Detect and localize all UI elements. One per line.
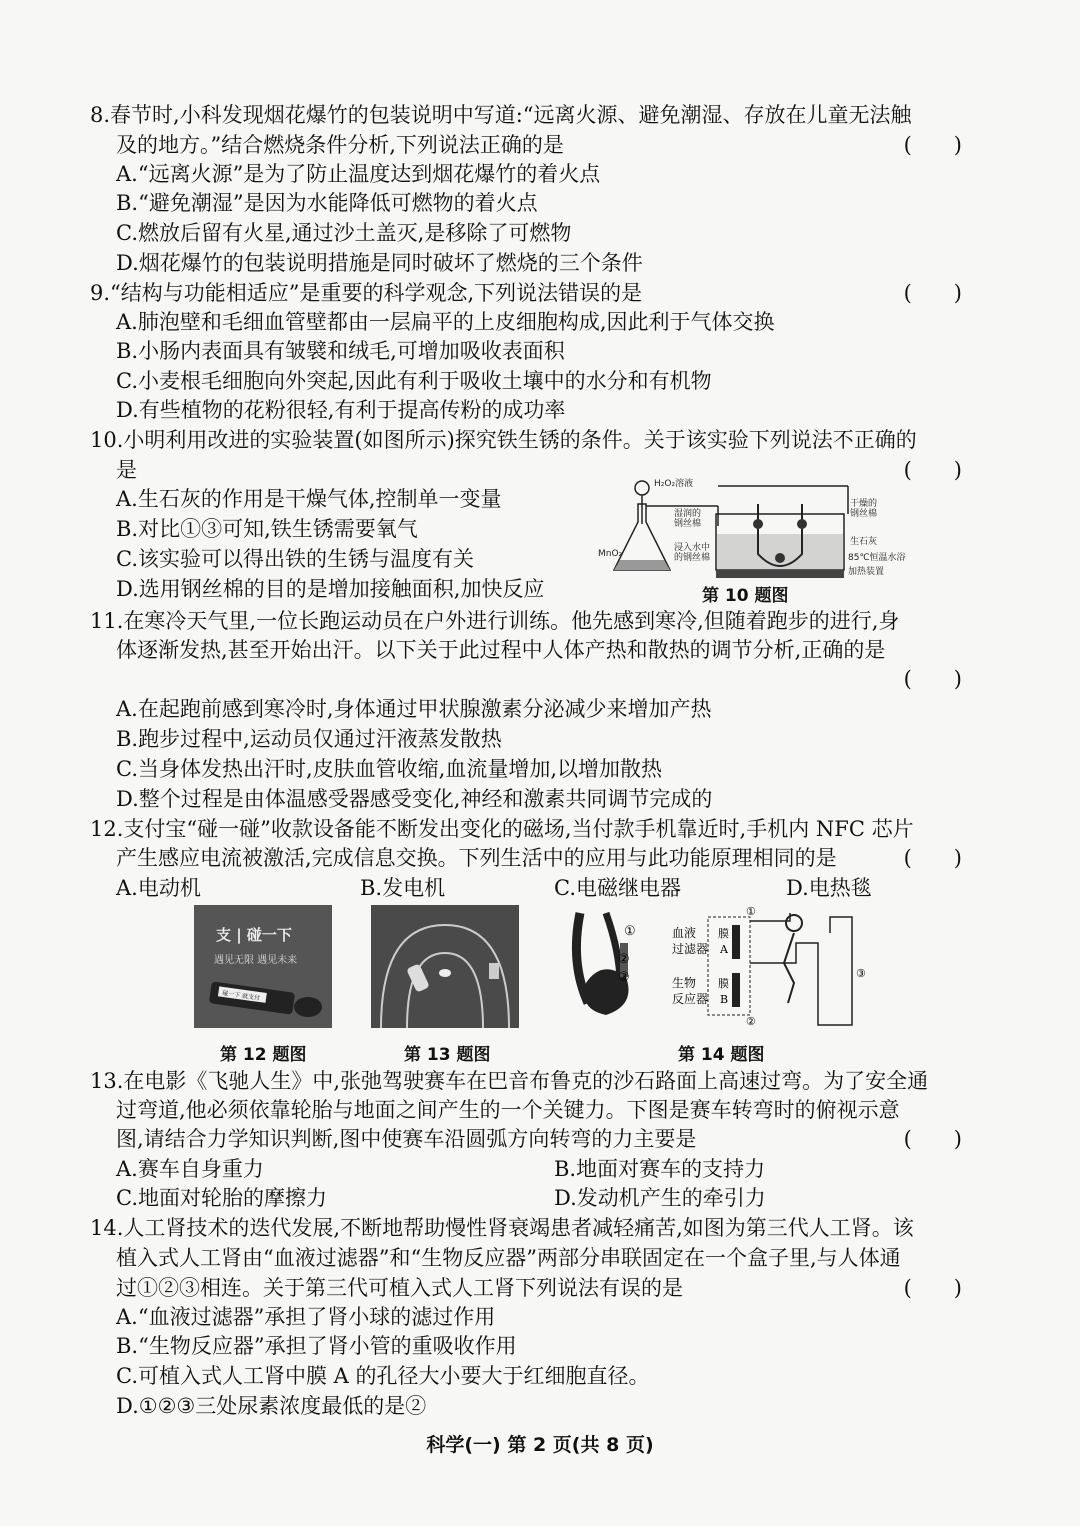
q8-stem-line1: 8.春节时,小科发现烟花爆竹的包装说明中写道:“远离火源、避免潮湿、存放在儿童无法触 (90, 103, 912, 127)
q14-option-a: A.“血液过滤器”承担了肾小球的滤过作用 (116, 1305, 496, 1329)
q12-payment-photo (194, 905, 332, 1028)
svg-text:碰一下 就支付: 碰一下 就支付 (221, 989, 261, 1003)
separatory-funnel (635, 481, 649, 495)
svg-text:A: A (720, 943, 728, 956)
q9-option-b: B.小肠内表面具有皱襞和绒毛,可增加吸收表面积 (116, 339, 565, 363)
q12-stem-line2: 产生感应电流被激活,完成信息交换。下列生活中的应用与此功能原理相同的是 (116, 846, 837, 870)
q14-figure-caption: 第 14 题图 (678, 1045, 765, 1065)
svg-text:干燥的: 干燥的 (850, 499, 878, 509)
q13-option-c: C.地面对轮胎的摩擦力 (116, 1186, 327, 1210)
page-footer: 科学(一) 第 2 页(共 8 页) (426, 1434, 654, 1456)
q10-option-a: A.生石灰的作用是干燥气体,控制单一变量 (116, 487, 502, 511)
q14-answer-paren: ( ) (903, 1276, 962, 1300)
q14-artificial-kidney-figure (560, 903, 870, 1030)
svg-text:支 | 碰一下: 支 | 碰一下 (216, 926, 292, 944)
svg-text:血液: 血液 (672, 926, 697, 940)
svg-text:湿润的: 湿润的 (674, 509, 702, 519)
q8-option-d: D.烟花爆竹的包装说明措施是同时破坏了燃烧的三个条件 (116, 251, 643, 275)
q11-option-d: D.整个过程是由体温感受器感受变化,神经和激素共同调节完成的 (116, 787, 713, 811)
q13-option-d: D.发动机产生的牵引力 (554, 1186, 766, 1210)
q10-option-d: D.选用钢丝棉的目的是增加接触面积,加快反应 (116, 577, 545, 601)
svg-text:膜: 膜 (718, 927, 729, 940)
q13-option-a: A.赛车自身重力 (116, 1157, 264, 1181)
svg-text:过滤器: 过滤器 (672, 942, 709, 956)
q10-option-c: C.该实验可以得出铁的生锈与温度有关 (116, 547, 474, 571)
q14-stem-line3: 过①②③相连。关于第三代可植入式人工肾下列说法有误的是 (116, 1276, 683, 1300)
q9-option-a: A.肺泡壁和毛细血管壁都由一层扁平的上皮细胞构成,因此利于气体交换 (116, 310, 775, 334)
heater (716, 570, 844, 578)
svg-text:遇见无限 遇见未来: 遇见无限 遇见未来 (214, 955, 298, 966)
mno2-powder (614, 560, 670, 570)
svg-text:加热装置: 加热装置 (848, 567, 885, 577)
q14-option-d: D.①②③三处尿素浓度最低的是② (116, 1394, 427, 1418)
svg-text:①: ① (624, 924, 636, 939)
q12-figure-caption: 第 12 题图 (220, 1045, 307, 1065)
svg-text:①: ① (746, 905, 756, 918)
q8-stem-line2: 及的地方。”结合燃烧条件分析,下列说法正确的是 (116, 133, 564, 157)
q10-apparatus-figure (598, 474, 906, 582)
q14-stem-line2: 植入式人工肾由“血液过滤器”和“生物反应器”两部分串联固定在一个盒子里,与人体通 (116, 1246, 901, 1270)
q13-answer-paren: ( ) (903, 1127, 962, 1151)
q8-option-a: A.“远离火源”是为了防止温度达到烟花爆竹的着火点 (116, 162, 601, 186)
q8-option-c: C.燃放后留有火星,通过沙土盖灭,是移除了可燃物 (116, 221, 572, 245)
svg-text:B: B (720, 993, 729, 1006)
q14-option-c: C.可植入式人工肾中膜 A 的孔径大小要大于红细胞直径。 (116, 1364, 650, 1388)
implant-box (708, 917, 750, 1015)
q12-option-b: B.发电机 (360, 876, 446, 900)
q12-stem-line1: 12.支付宝“碰一碰”收款设备能不断发出变化的磁场,当付款手机靠近时,手机内 NFC 芯片 (90, 817, 914, 841)
q12-answer-paren: ( ) (903, 846, 962, 870)
q9-answer-paren: ( ) (903, 281, 962, 305)
q12-option-c: C.电磁继电器 (554, 876, 681, 900)
svg-text:85℃恒温水浴: 85℃恒温水浴 (848, 553, 906, 563)
svg-text:钢丝棉: 钢丝棉 (674, 519, 702, 529)
q13-option-b: B.地面对赛车的支持力 (554, 1157, 766, 1181)
svg-text:H₂O₂溶液: H₂O₂溶液 (654, 479, 694, 489)
q8-answer-paren: ( ) (903, 133, 962, 157)
svg-text:钢丝棉: 钢丝棉 (850, 509, 878, 519)
svg-text:②: ② (746, 1015, 756, 1028)
svg-text:②: ② (618, 952, 630, 967)
q13-race-track-photo (371, 905, 519, 1028)
q14-stem-line1: 14.人工肾技术的迭代发展,不断地帮助慢性肾衰竭患者减轻痛苦,如图为第三代人工肾。该 (90, 1216, 914, 1240)
q11-option-b: B.跑步过程中,运动员仅通过汗液蒸发散热 (116, 727, 502, 751)
q14-option-b: B.“生物反应器”承担了肾小管的重吸收作用 (116, 1334, 517, 1358)
q13-stem-line3: 图,请结合力学知识判断,图中使赛车沿圆弧方向转弯的力主要是 (116, 1127, 697, 1151)
q9-option-c: C.小麦根毛细胞向外突起,因此有利于吸收土壤中的水分和有机物 (116, 369, 712, 393)
q11-option-a: A.在起跑前感到寒冷时,身体通过甲状腺激素分泌减少来增加产热 (116, 697, 712, 721)
q11-stem-line1: 11.在寒冷天气里,一位长跑运动员在户外进行训练。他先感到寒冷,但随着跑步的进行,身 (90, 609, 900, 633)
svg-text:MnO₂: MnO₂ (598, 549, 623, 559)
svg-text:的钢丝棉: 的钢丝棉 (674, 553, 711, 563)
q11-answer-paren: ( ) (903, 667, 962, 691)
q10-stem-line2: 是 (116, 458, 137, 482)
q10-answer-paren: ( ) (903, 458, 962, 482)
q13-figure-caption: 第 13 题图 (404, 1045, 491, 1065)
q10-stem-line1: 10.小明利用改进的实验装置(如图所示)探究铁生锈的条件。关于该实验下列说法不正确的 (90, 428, 917, 452)
q12-option-a: A.电动机 (116, 876, 201, 900)
q8-option-b: B.“避免潮湿”是因为水能降低可燃物的着火点 (116, 191, 538, 215)
svg-text:膜: 膜 (718, 977, 729, 990)
q13-stem-line2: 过弯道,他必须依靠轮胎与地面之间产生的一个关键力。下图是赛车转弯时的俯视示意 (116, 1098, 900, 1122)
svg-text:浸入水中: 浸入水中 (674, 543, 711, 553)
svg-text:生物: 生物 (672, 976, 697, 990)
membrane-b (732, 973, 740, 1007)
q10-option-b: B.对比①③可知,铁生锈需要氧气 (116, 517, 418, 541)
q12-option-d: D.电热毯 (786, 876, 872, 900)
q10-figure-caption: 第 10 题图 (702, 586, 789, 606)
svg-text:③: ③ (618, 970, 630, 985)
q9-stem: 9.“结构与功能相适应”是重要的科学观念,下列说法错误的是 (90, 281, 643, 305)
svg-text:反应器: 反应器 (672, 992, 709, 1006)
q13-stem-line1: 13.在电影《飞驰人生》中,张弛驾驶赛车在巴音布鲁克的沙石路面上高速过弯。为了安全通 (90, 1069, 929, 1093)
q9-option-d: D.有些植物的花粉很轻,有利于提高传粉的成功率 (116, 398, 566, 422)
svg-text:③: ③ (856, 967, 866, 980)
membrane-a (732, 925, 740, 959)
svg-text:生石灰: 生石灰 (850, 537, 878, 547)
q11-stem-line2: 体逐渐发热,甚至开始出汗。以下关于此过程中人体产热和散热的调节分析,正确的是 (116, 638, 886, 662)
q11-option-c: C.当身体发热出汗时,皮肤血管收缩,血流量增加,以增加散热 (116, 757, 663, 781)
